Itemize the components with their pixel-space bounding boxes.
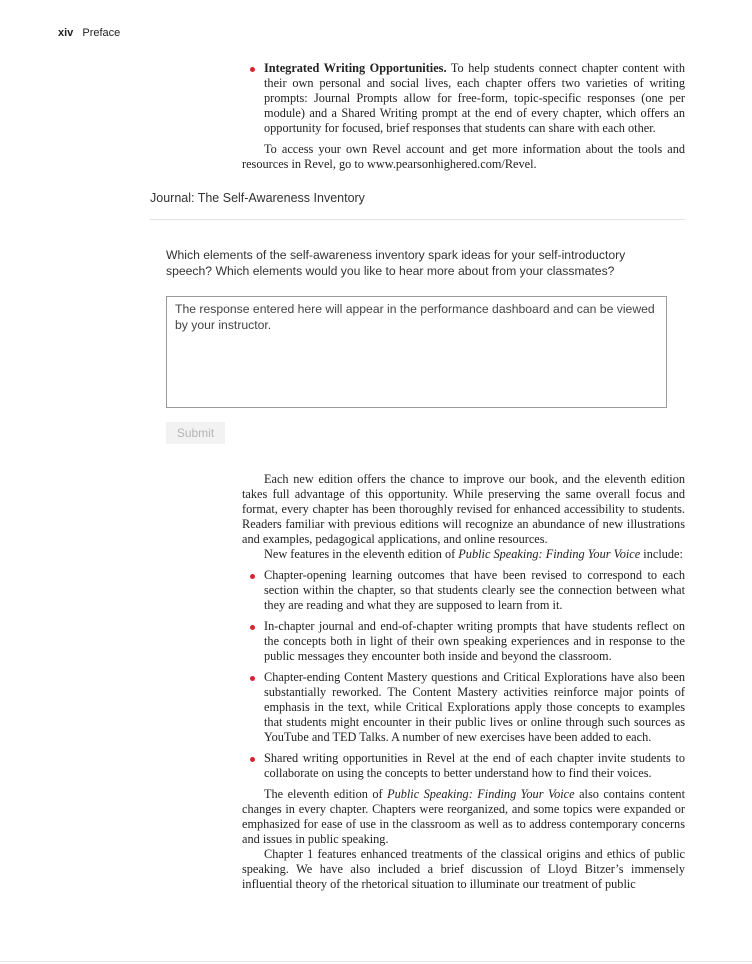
bullet-text: Chapter-ending Content Mastery questions and Critical Explorations have also been substantially reworked. The Content Mastery activities reinforce major points of emphasis in the text, while Critical Explorations apply those concepts to examples that students might encounter in their public lives or online through such sources as YouTube and TED Talks. A number of new exercises have been added to each. — [264, 670, 685, 744]
text-run: New features in the eleventh edition of — [264, 547, 459, 561]
journal-question: Which elements of the self-awareness inventory spark ideas for your self-introductory speech? Which elements would you like to hear more about from your classmates? — [166, 248, 626, 278]
feature-bullet — [242, 670, 685, 745]
feature-bullet — [242, 751, 685, 781]
access-paragraph: To access your own Revel account and get more information about the tools and resources in Revel, go to www.pearsonhighered.com/Revel. — [242, 142, 685, 171]
bullet-dot — [250, 757, 255, 762]
bullet-lead: Integrated Writing Opportunities. — [264, 61, 447, 75]
submit-button[interactable]: Submit — [166, 422, 225, 444]
bullet-text: Shared writing opportunities in Revel at the end of each chapter invite students to collaborate on using the concepts to better understand how to find their voices. — [264, 751, 685, 780]
bullet-dot — [250, 574, 255, 579]
book-title: Public Speaking: Finding Your Voice — [458, 547, 641, 561]
bullet-integrated-writing — [242, 61, 685, 136]
text-run: The eleventh edition of — [264, 787, 388, 801]
journal-title: Journal: The Self-Awareness Inventory — [150, 191, 365, 205]
journal-divider — [150, 219, 685, 220]
page-bottom-rule — [0, 961, 752, 962]
feature-bullet — [242, 619, 685, 664]
paragraph-new-edition: Each new edition offers the chance to improve our book, and the eleventh edition takes full advantage of this opportunity. While preserving the same overall focus and format, every chapter has been thoroughly revised for enhanced accessibility to students. Readers familiar with previous editions will recognize an abundance of new illustrations and examples, pedagogical applications, and online resources. — [242, 472, 685, 546]
running-head — [58, 27, 120, 39]
bullet-body: To help students connect chapter content with their own personal and social lives, each chapter offers two varieties of writing prompts: Journal Prompts allow for free-form, topic-specific responses (one per module) and a Shared Writing prompt at the end of every chapter, which offers an opportunity for focused, brief responses that students can share with each other. — [264, 61, 685, 135]
page-number: xiv — [58, 27, 74, 39]
bullet-text: Chapter-opening learning outcomes that have been revised to correspond to each section within the chapter, so that students clearly see the connection between what they are reading and what they are supposed to learn from it. — [264, 568, 685, 612]
body-text-block — [242, 472, 685, 892]
book-title: Public Speaking: Finding Your Voice — [387, 787, 575, 801]
text-run: also contains content changes in every chapter. Chapters were reorganized, and some topics were expanded or emphasized for ease of use in the classroom as well as to address contemporary concerns and issues in public speaking. — [242, 787, 685, 846]
bullet-text: In-chapter journal and end-of-chapter writing prompts that have students reflect on the concepts both in light of their own speaking experiences and in response to the public messages they encounter both inside and beyond the classroom. — [264, 619, 685, 663]
paragraph-chapter-one: Chapter 1 features enhanced treatments of the classical origins and ethics of public speaking. We have also included a brief discussion of Lloyd Bitzer’s immensely influential theory of the rhetorical situation to illuminate our treatment of public — [242, 847, 685, 891]
paragraph-new-features — [242, 547, 685, 562]
response-placeholder: The response entered here will appear in the performance dashboard and can be viewed by your instructor. — [175, 302, 655, 332]
section-name: Preface — [82, 27, 121, 39]
text-run: include: — [640, 547, 683, 561]
bullet-dot — [250, 625, 255, 630]
paragraph-content-changes — [242, 787, 685, 847]
feature-bullet — [242, 568, 685, 613]
journal-response-field[interactable] — [166, 296, 667, 408]
bullet-dot — [250, 67, 255, 72]
top-text-block — [242, 61, 685, 172]
bullet-dot — [250, 676, 255, 681]
